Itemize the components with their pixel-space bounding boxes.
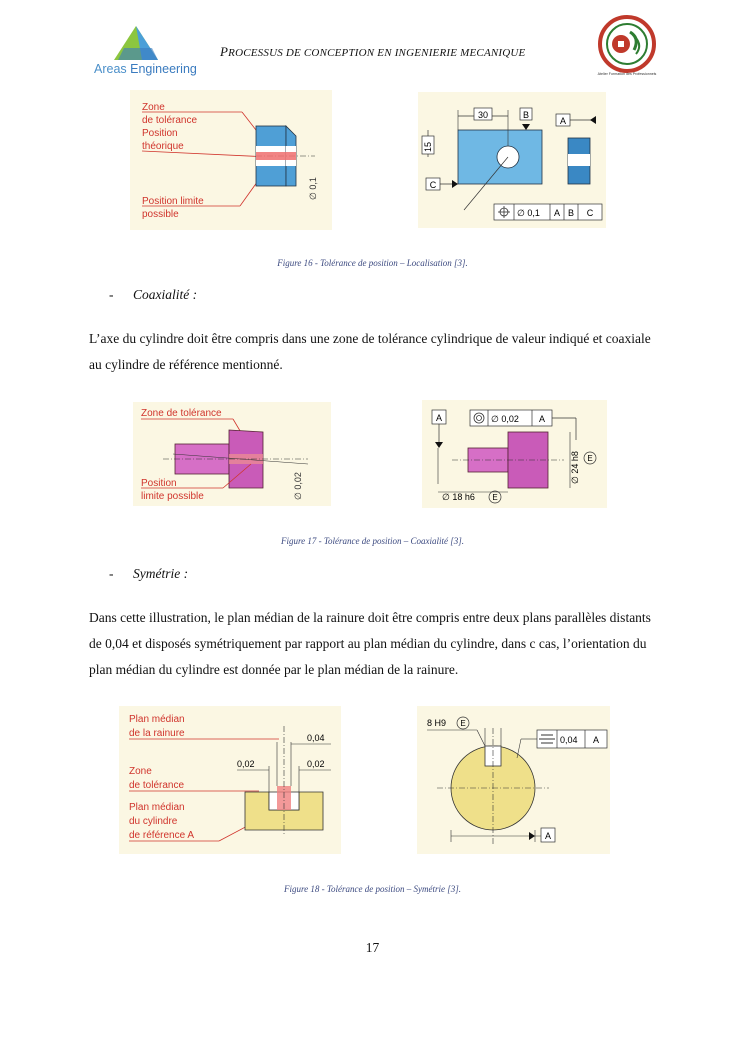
svg-text:Zone de tolérance: Zone de tolérance xyxy=(141,408,222,419)
header-title: PROCESSUS DE CONCEPTION EN INGENIERIE MECANIQUE xyxy=(220,44,526,59)
bullet-coaxialite: - Coaxialité : xyxy=(109,287,198,302)
svg-text:B: B xyxy=(522,110,530,120)
svg-text:de référence A: de référence A xyxy=(129,830,195,841)
svg-text:E: E xyxy=(492,493,498,502)
page-number: 17 xyxy=(365,940,380,955)
svg-text:∅ 0,1: ∅ 0,1 xyxy=(517,208,540,218)
svg-text:∅ 24 h8: ∅ 24 h8 xyxy=(570,451,580,484)
svg-text:Zone: Zone xyxy=(129,766,152,777)
fig18-left-illustration xyxy=(119,706,341,854)
paragraph-symetrie: Dans cette illustration, le plan médian de la rainure doit être compris entre deux plans parallèles distants de 0,04 et disposés symétriquement par rapport au plan médian du cylindre, dans c cas, l’orientation du plan médian du cylindre est donnée par le plan médian de la rainure. xyxy=(89,610,651,677)
svg-text:Plan médian: Plan médian xyxy=(129,714,185,725)
svg-text:de tolérance: de tolérance xyxy=(142,115,198,126)
svg-text:A: A xyxy=(538,414,546,424)
svg-text:de tolérance: de tolérance xyxy=(129,780,185,791)
svg-text:E: E xyxy=(460,719,466,728)
svg-text:A: A xyxy=(559,116,567,126)
svg-text:C: C xyxy=(429,180,437,190)
svg-text:limite possible: limite possible xyxy=(141,491,204,502)
figure-18-caption: Figure 18 - Tolérance de position – Symétrie [3]. xyxy=(283,884,462,894)
figure-17-caption: Figure 17 - Tolérance de position – Coaxialité [3]. xyxy=(280,536,465,546)
fig16-right-drawing xyxy=(418,92,606,228)
fig17-right-drawing xyxy=(422,400,607,508)
fig18-right-drawing xyxy=(417,706,610,854)
svg-text:Position: Position xyxy=(141,478,177,489)
svg-text:∅ 0,1: ∅ 0,1 xyxy=(308,177,318,200)
svg-text:Zone: Zone xyxy=(142,102,165,113)
fig17-left-illustration xyxy=(133,402,331,506)
svg-text:A: A xyxy=(592,735,600,745)
svg-text:possible: possible xyxy=(142,209,179,220)
svg-text:Position: Position xyxy=(142,128,178,139)
svg-text:C: C xyxy=(586,208,594,218)
svg-text:A: A xyxy=(544,831,552,841)
fig16-left-illustration xyxy=(130,90,332,230)
svg-text:0,02: 0,02 xyxy=(237,759,255,769)
svg-text:de la rainure: de la rainure xyxy=(129,728,185,739)
svg-text:B: B xyxy=(567,208,575,218)
figure-16-caption: Figure 16 - Tolérance de position – Localisation [3]. xyxy=(277,258,468,268)
institution-logo xyxy=(594,14,660,78)
svg-text:8 H9: 8 H9 xyxy=(427,718,447,728)
logo-subtitle: Atelier Formation des Professionnels xyxy=(597,72,657,76)
svg-text:théorique: théorique xyxy=(142,141,184,152)
svg-text:Position limite: Position limite xyxy=(142,196,204,207)
svg-text:Plan médian: Plan médian xyxy=(129,802,185,813)
svg-text:∅ 0,02: ∅ 0,02 xyxy=(491,414,519,424)
svg-text:0,02: 0,02 xyxy=(307,759,325,769)
svg-text:15: 15 xyxy=(423,141,433,152)
svg-text:∅ 18 h6: ∅ 18 h6 xyxy=(442,492,475,502)
svg-text:du cylindre: du cylindre xyxy=(129,816,178,827)
areas-engineering-logo xyxy=(112,24,170,64)
svg-text:30: 30 xyxy=(477,110,489,120)
paragraph-coaxialite: L’axe du cylindre doit être compris dans une zone de tolérance cylindrique de valeur indiqué et coaxiale au cylindre de référence mentionné. xyxy=(89,331,651,372)
svg-text:∅ 0,02: ∅ 0,02 xyxy=(293,472,303,500)
bullet-symetrie: - Symétrie : xyxy=(109,566,189,581)
svg-text:E: E xyxy=(587,454,593,463)
svg-text:0,04: 0,04 xyxy=(307,733,325,743)
svg-text:A: A xyxy=(435,413,443,423)
brand-name: Areas Engineering xyxy=(94,62,197,76)
svg-text:A: A xyxy=(553,208,561,218)
svg-text:0,04: 0,04 xyxy=(560,735,578,745)
